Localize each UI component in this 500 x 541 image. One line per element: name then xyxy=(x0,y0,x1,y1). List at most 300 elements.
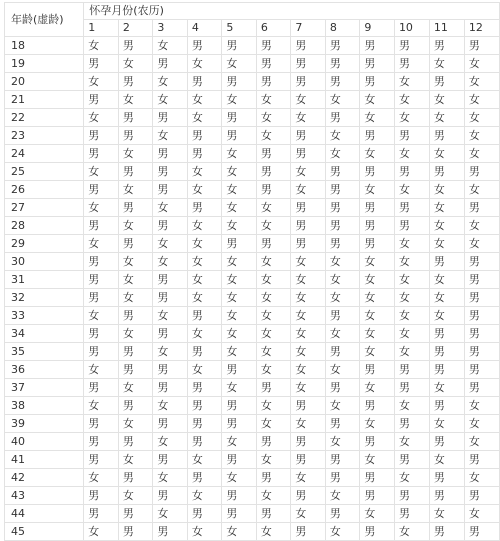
gender-cell: 男 xyxy=(291,235,326,253)
gender-cell: 男 xyxy=(84,91,119,109)
gender-cell: 男 xyxy=(118,307,153,325)
gender-cell: 男 xyxy=(153,271,188,289)
gender-cell: 女 xyxy=(84,163,119,181)
gender-cell: 女 xyxy=(222,523,257,541)
gender-cell: 女 xyxy=(222,271,257,289)
gender-cell: 男 xyxy=(256,379,291,397)
table-row xyxy=(5,235,500,253)
gender-cell: 女 xyxy=(464,73,499,91)
gender-cell: 女 xyxy=(291,307,326,325)
gender-cell: 女 xyxy=(394,91,429,109)
gender-cell: 男 xyxy=(118,127,153,145)
gender-cell: 男 xyxy=(464,37,499,55)
gender-cell: 男 xyxy=(256,73,291,91)
age-cell: 27 xyxy=(5,199,84,217)
gender-cell: 女 xyxy=(464,433,499,451)
gender-cell: 女 xyxy=(256,91,291,109)
age-cell: 44 xyxy=(5,505,84,523)
gender-cell: 男 xyxy=(360,37,395,55)
gender-cell: 女 xyxy=(118,289,153,307)
gender-cell: 男 xyxy=(84,433,119,451)
gender-cell: 女 xyxy=(394,235,429,253)
gender-cell: 女 xyxy=(464,109,499,127)
gender-cell: 女 xyxy=(256,415,291,433)
gender-cell: 男 xyxy=(153,415,188,433)
gender-cell: 女 xyxy=(429,109,464,127)
gender-cell: 男 xyxy=(256,235,291,253)
gender-cell: 女 xyxy=(84,469,119,487)
gender-cell: 女 xyxy=(256,397,291,415)
table-row xyxy=(5,55,500,73)
gender-cell: 女 xyxy=(394,469,429,487)
gender-cell: 女 xyxy=(84,523,119,541)
gender-cell: 男 xyxy=(187,307,222,325)
gender-cell: 女 xyxy=(394,325,429,343)
gender-cell: 女 xyxy=(325,397,360,415)
gender-cell: 男 xyxy=(394,505,429,523)
gender-cell: 男 xyxy=(84,289,119,307)
gender-cell: 女 xyxy=(429,181,464,199)
gender-cell: 女 xyxy=(360,415,395,433)
gender-cell: 男 xyxy=(464,271,499,289)
gender-cell: 男 xyxy=(394,487,429,505)
gender-cell: 女 xyxy=(360,253,395,271)
gender-cell: 女 xyxy=(291,379,326,397)
gender-cell: 女 xyxy=(464,217,499,235)
gender-cell: 男 xyxy=(325,343,360,361)
gender-cell: 女 xyxy=(256,271,291,289)
month-header-8: 8 xyxy=(325,20,360,37)
gender-cell: 男 xyxy=(394,127,429,145)
gender-cell: 女 xyxy=(325,253,360,271)
gender-cell: 女 xyxy=(360,379,395,397)
gender-cell: 女 xyxy=(394,109,429,127)
gender-cell: 女 xyxy=(429,199,464,217)
gender-cell: 男 xyxy=(464,253,499,271)
gender-cell: 女 xyxy=(153,253,188,271)
gender-cell: 女 xyxy=(256,343,291,361)
age-cell: 40 xyxy=(5,433,84,451)
month-header-12: 12 xyxy=(464,20,499,37)
gender-cell: 女 xyxy=(187,361,222,379)
gender-cell: 女 xyxy=(394,433,429,451)
gender-cell: 女 xyxy=(291,271,326,289)
gender-cell: 男 xyxy=(291,199,326,217)
table-row xyxy=(5,397,500,415)
gender-cell: 男 xyxy=(256,163,291,181)
gender-cell: 女 xyxy=(325,523,360,541)
gender-cell: 男 xyxy=(84,145,119,163)
gender-cell: 女 xyxy=(429,235,464,253)
gender-cell: 男 xyxy=(464,307,499,325)
gender-cell: 男 xyxy=(187,433,222,451)
gender-cell: 男 xyxy=(222,361,257,379)
gender-cell: 男 xyxy=(153,487,188,505)
gender-cell: 男 xyxy=(464,379,499,397)
table-row xyxy=(5,469,500,487)
gender-cell: 男 xyxy=(153,109,188,127)
gender-cell: 女 xyxy=(325,325,360,343)
gender-cell: 男 xyxy=(256,37,291,55)
gender-cell: 男 xyxy=(291,55,326,73)
gender-cell: 女 xyxy=(256,253,291,271)
table-row xyxy=(5,415,500,433)
gender-cell: 男 xyxy=(360,361,395,379)
gender-cell: 男 xyxy=(394,361,429,379)
gender-cell: 女 xyxy=(394,307,429,325)
gender-cell: 女 xyxy=(187,55,222,73)
gender-cell: 女 xyxy=(325,145,360,163)
gender-cell: 男 xyxy=(394,37,429,55)
month-header-10: 10 xyxy=(394,20,429,37)
gender-cell: 男 xyxy=(118,523,153,541)
gender-cell: 女 xyxy=(187,523,222,541)
gender-cell: 男 xyxy=(325,415,360,433)
gender-cell: 女 xyxy=(118,415,153,433)
gender-cell: 男 xyxy=(222,451,257,469)
gender-cell: 男 xyxy=(464,199,499,217)
gender-cell: 男 xyxy=(360,397,395,415)
gender-cell: 男 xyxy=(153,55,188,73)
gender-cell: 男 xyxy=(429,253,464,271)
gender-cell: 男 xyxy=(153,181,188,199)
gender-cell: 男 xyxy=(325,55,360,73)
gender-cell: 女 xyxy=(325,127,360,145)
gender-cell: 女 xyxy=(256,127,291,145)
gender-cell: 男 xyxy=(360,163,395,181)
age-cell: 43 xyxy=(5,487,84,505)
gender-cell: 女 xyxy=(118,253,153,271)
table-row xyxy=(5,505,500,523)
gender-cell: 男 xyxy=(429,127,464,145)
month-header-2: 2 xyxy=(118,20,153,37)
gender-cell: 男 xyxy=(187,127,222,145)
gender-cell: 女 xyxy=(429,271,464,289)
gender-cell: 男 xyxy=(256,433,291,451)
gender-cell: 男 xyxy=(325,163,360,181)
table-row xyxy=(5,361,500,379)
gender-cell: 女 xyxy=(360,289,395,307)
table-row xyxy=(5,145,500,163)
gender-cell: 女 xyxy=(429,217,464,235)
gender-cell: 女 xyxy=(118,379,153,397)
gender-cell: 女 xyxy=(429,289,464,307)
gender-cell: 女 xyxy=(222,343,257,361)
gender-cell: 男 xyxy=(84,181,119,199)
gender-cell: 女 xyxy=(222,379,257,397)
gender-cell: 女 xyxy=(291,325,326,343)
month-header-9: 9 xyxy=(360,20,395,37)
table-row xyxy=(5,379,500,397)
gender-cell: 男 xyxy=(429,325,464,343)
gender-cell: 男 xyxy=(84,325,119,343)
gender-cell: 女 xyxy=(464,55,499,73)
gender-cell: 男 xyxy=(360,235,395,253)
age-cell: 18 xyxy=(5,37,84,55)
gender-cell: 女 xyxy=(118,217,153,235)
gender-cell: 男 xyxy=(291,37,326,55)
gender-cell: 女 xyxy=(84,199,119,217)
table-row xyxy=(5,109,500,127)
gender-cell: 女 xyxy=(291,181,326,199)
gender-cell: 女 xyxy=(429,55,464,73)
gender-cell: 女 xyxy=(187,235,222,253)
gender-cell: 男 xyxy=(464,163,499,181)
gender-cell: 男 xyxy=(84,217,119,235)
gender-cell: 男 xyxy=(394,217,429,235)
gender-cell: 男 xyxy=(118,199,153,217)
gender-cell: 女 xyxy=(429,505,464,523)
gender-cell: 男 xyxy=(394,163,429,181)
gender-cell: 男 xyxy=(429,433,464,451)
gender-cell: 男 xyxy=(222,505,257,523)
gender-cell: 女 xyxy=(187,271,222,289)
gender-cell: 男 xyxy=(360,73,395,91)
gender-cell: 男 xyxy=(187,505,222,523)
gender-cell: 男 xyxy=(325,73,360,91)
gender-cell: 男 xyxy=(256,55,291,73)
age-cell: 31 xyxy=(5,271,84,289)
age-cell: 23 xyxy=(5,127,84,145)
gender-cell: 女 xyxy=(291,289,326,307)
table-row xyxy=(5,487,500,505)
gender-cell: 男 xyxy=(118,109,153,127)
gender-cell: 女 xyxy=(222,253,257,271)
gender-cell: 女 xyxy=(256,199,291,217)
gender-cell: 女 xyxy=(153,505,188,523)
gender-cell: 女 xyxy=(256,289,291,307)
table-row xyxy=(5,73,500,91)
gender-cell: 男 xyxy=(153,289,188,307)
gender-cell: 女 xyxy=(291,361,326,379)
gender-cell: 女 xyxy=(256,307,291,325)
gender-cell: 女 xyxy=(360,307,395,325)
gender-cell: 男 xyxy=(153,379,188,397)
age-cell: 20 xyxy=(5,73,84,91)
gender-cell: 女 xyxy=(187,289,222,307)
gender-cell: 男 xyxy=(360,55,395,73)
gender-cell: 女 xyxy=(360,325,395,343)
table-row xyxy=(5,289,500,307)
gender-cell: 男 xyxy=(360,469,395,487)
age-column-header: 年龄(虚龄) xyxy=(5,3,84,37)
gender-cell: 男 xyxy=(325,505,360,523)
gender-cell: 男 xyxy=(84,415,119,433)
table-row xyxy=(5,433,500,451)
gender-cell: 女 xyxy=(291,505,326,523)
gender-cell: 男 xyxy=(153,523,188,541)
table-row xyxy=(5,307,500,325)
gender-cell: 女 xyxy=(360,91,395,109)
gender-cell: 女 xyxy=(187,181,222,199)
gender-cell: 男 xyxy=(464,487,499,505)
gender-cell: 男 xyxy=(291,487,326,505)
gender-cell: 女 xyxy=(222,325,257,343)
age-cell: 29 xyxy=(5,235,84,253)
gender-cell: 女 xyxy=(84,307,119,325)
gender-cell: 男 xyxy=(222,37,257,55)
gender-cell: 男 xyxy=(118,469,153,487)
gender-cell: 男 xyxy=(291,451,326,469)
gender-cell: 女 xyxy=(118,55,153,73)
gender-cell: 男 xyxy=(118,37,153,55)
month-header-3: 3 xyxy=(153,20,188,37)
gender-cell: 女 xyxy=(291,91,326,109)
gender-cell: 男 xyxy=(84,451,119,469)
gender-cell: 男 xyxy=(187,145,222,163)
table-row xyxy=(5,91,500,109)
gender-cell: 女 xyxy=(187,487,222,505)
table-row xyxy=(5,271,500,289)
gender-cell: 女 xyxy=(187,451,222,469)
gender-cell: 女 xyxy=(464,91,499,109)
gender-cell: 男 xyxy=(394,415,429,433)
gender-cell: 男 xyxy=(325,37,360,55)
gender-cell: 男 xyxy=(84,253,119,271)
gender-cell: 男 xyxy=(325,451,360,469)
gender-cell: 男 xyxy=(153,451,188,469)
gender-cell: 女 xyxy=(360,145,395,163)
gender-prediction-table xyxy=(4,2,500,541)
header-row-top xyxy=(5,3,500,20)
gender-cell: 女 xyxy=(256,361,291,379)
gender-cell: 女 xyxy=(118,91,153,109)
gender-cell: 女 xyxy=(84,361,119,379)
gender-cell: 男 xyxy=(394,55,429,73)
gender-cell: 男 xyxy=(325,217,360,235)
gender-cell: 男 xyxy=(256,505,291,523)
gender-cell: 女 xyxy=(256,109,291,127)
gender-cell: 男 xyxy=(360,523,395,541)
table-row xyxy=(5,217,500,235)
gender-cell: 女 xyxy=(118,451,153,469)
gender-cell: 女 xyxy=(394,343,429,361)
gender-cell: 男 xyxy=(84,487,119,505)
gender-cell: 女 xyxy=(464,127,499,145)
gender-cell: 女 xyxy=(464,235,499,253)
gender-cell: 男 xyxy=(291,127,326,145)
gender-cell: 女 xyxy=(291,415,326,433)
gender-cell: 男 xyxy=(291,73,326,91)
gender-cell: 男 xyxy=(118,163,153,181)
gender-cell: 男 xyxy=(360,433,395,451)
gender-cell: 男 xyxy=(187,199,222,217)
gender-cell: 男 xyxy=(429,73,464,91)
month-header-7: 7 xyxy=(291,20,326,37)
month-header-1: 1 xyxy=(84,20,119,37)
gender-cell: 女 xyxy=(84,73,119,91)
gender-cell: 女 xyxy=(464,469,499,487)
table-row xyxy=(5,343,500,361)
gender-cell: 男 xyxy=(187,343,222,361)
gender-cell: 女 xyxy=(118,271,153,289)
gender-cell: 女 xyxy=(153,37,188,55)
gender-cell: 男 xyxy=(256,469,291,487)
gender-cell: 女 xyxy=(325,361,360,379)
gender-cell: 男 xyxy=(118,433,153,451)
gender-cell: 男 xyxy=(291,523,326,541)
gender-cell: 女 xyxy=(84,37,119,55)
age-cell: 25 xyxy=(5,163,84,181)
age-cell: 33 xyxy=(5,307,84,325)
gender-cell: 女 xyxy=(360,271,395,289)
gender-cell: 女 xyxy=(153,307,188,325)
gender-cell: 女 xyxy=(360,181,395,199)
gender-cell: 女 xyxy=(291,343,326,361)
gender-cell: 男 xyxy=(325,469,360,487)
gender-cell: 女 xyxy=(118,487,153,505)
gender-cell: 女 xyxy=(187,91,222,109)
gender-cell: 男 xyxy=(464,523,499,541)
gender-cell: 女 xyxy=(360,451,395,469)
gender-cell: 男 xyxy=(464,325,499,343)
gender-cell: 男 xyxy=(429,361,464,379)
age-cell: 34 xyxy=(5,325,84,343)
gender-cell: 男 xyxy=(222,73,257,91)
gender-cell: 女 xyxy=(153,199,188,217)
gender-cell: 女 xyxy=(84,235,119,253)
gender-cell: 男 xyxy=(394,451,429,469)
gender-cell: 男 xyxy=(360,217,395,235)
gender-cell: 女 xyxy=(325,91,360,109)
gender-cell: 女 xyxy=(394,523,429,541)
table-row xyxy=(5,37,500,55)
gender-cell: 女 xyxy=(429,307,464,325)
gender-cell: 女 xyxy=(222,469,257,487)
gender-cell: 女 xyxy=(394,271,429,289)
gender-cell: 男 xyxy=(118,235,153,253)
gender-cell: 男 xyxy=(325,199,360,217)
gender-cell: 女 xyxy=(187,253,222,271)
gender-cell: 女 xyxy=(222,91,257,109)
gender-cell: 女 xyxy=(291,163,326,181)
gender-cell: 男 xyxy=(153,217,188,235)
table-row xyxy=(5,163,500,181)
gender-cell: 男 xyxy=(187,469,222,487)
gender-cell: 男 xyxy=(118,73,153,91)
gender-cell: 女 xyxy=(153,91,188,109)
gender-cell: 男 xyxy=(187,397,222,415)
gender-cell: 男 xyxy=(153,163,188,181)
gender-cell: 男 xyxy=(153,145,188,163)
gender-cell: 男 xyxy=(291,145,326,163)
gender-cell: 女 xyxy=(256,325,291,343)
gender-cell: 女 xyxy=(118,145,153,163)
gender-cell: 男 xyxy=(464,343,499,361)
gender-cell: 女 xyxy=(187,217,222,235)
gender-cell: 女 xyxy=(394,145,429,163)
gender-cell: 男 xyxy=(222,127,257,145)
gender-cell: 男 xyxy=(187,415,222,433)
gender-cell: 男 xyxy=(360,127,395,145)
gender-cell: 男 xyxy=(291,217,326,235)
table-row xyxy=(5,451,500,469)
gender-cell: 女 xyxy=(464,145,499,163)
gender-cell: 女 xyxy=(222,145,257,163)
gender-cell: 女 xyxy=(394,397,429,415)
gender-cell: 男 xyxy=(187,37,222,55)
gender-cell: 男 xyxy=(256,181,291,199)
gender-cell: 女 xyxy=(394,289,429,307)
gender-cell: 男 xyxy=(84,379,119,397)
gender-cell: 女 xyxy=(256,217,291,235)
table-row xyxy=(5,199,500,217)
age-cell: 42 xyxy=(5,469,84,487)
age-cell: 28 xyxy=(5,217,84,235)
gender-cell: 女 xyxy=(222,199,257,217)
gender-cell: 女 xyxy=(464,397,499,415)
age-cell: 35 xyxy=(5,343,84,361)
